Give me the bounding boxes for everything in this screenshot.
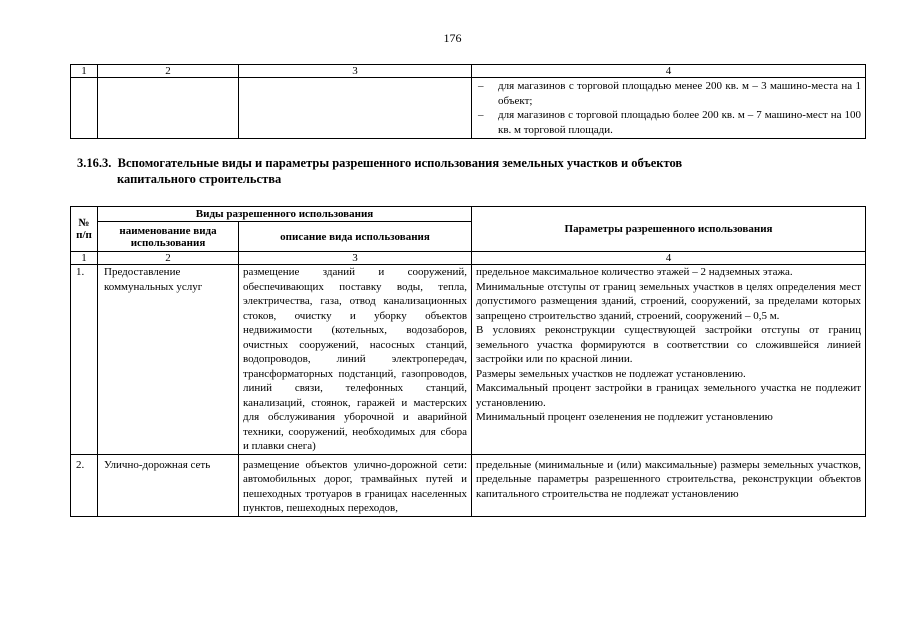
header-row-1: [71, 207, 866, 222]
param-line: Минимальный процент озеленения не подлежит установлению: [476, 411, 773, 423]
list-item: [478, 108, 861, 137]
header-name: наименование вида использования: [98, 222, 239, 252]
table-row: [71, 265, 866, 455]
continuation-table: [70, 64, 866, 139]
column-number: 2: [98, 252, 239, 265]
table-row: [71, 454, 866, 516]
param-line: Минимальные отступы от границ земельных участков в целях определения мест допустимого размещения зданий, строений, сооружений, за пределами которых запрещено строительство зданий, строений, сооружений – 0,5 м.: [476, 280, 862, 322]
header-num: № п/п: [71, 207, 98, 252]
land-use-table: [70, 206, 866, 517]
column-number: 1: [71, 252, 98, 265]
row-description: размещение объектов улично-дорожной сети: автомобильных дорог, трамвайных путей и пешеходных тротуаров в границах населенных пунктов, пешеходных переходов,: [239, 454, 472, 516]
column-number: 3: [239, 252, 472, 265]
param-line: предельное максимальное количество этажей – 2 надземных этажа.: [476, 266, 793, 278]
param-line: предельные (минимальные и (или) максимальные) размеры земельных участков, предельные параметры разрешенного строительства, реконструкции объектов капитального строительства не подлежат установлению: [476, 458, 862, 500]
table-row: [71, 78, 866, 139]
list-item-text: для магазинов с торговой площадью менее 200 кв. м – 3 машино-места на 1 объект;: [498, 80, 861, 107]
list-item: [478, 79, 861, 108]
row-description: размещение зданий и сооружений, обеспечивающих поставку воды, тепла, электричества, газа, отвод канализационных стоков, очистку и уборку объектов недвижимости (котельных, водозаборов, очистных сооружений, насосных станций, водопроводов, линий электропередач, трансформаторных подстанций, газопроводов, линий связи, телефонных станций, канализаций, стоянок, гаражей и мастерских для обслуживания уборочной и аварийной техники, сооружений, необходимых для сбора и плавки снега): [239, 265, 472, 455]
param-line: Максимальный процент застройки в границах земельного участка не подлежит установлению.: [476, 382, 862, 409]
header-description: описание вида использования: [239, 222, 472, 252]
column-number: 4: [472, 65, 866, 78]
row-name: Предоставление коммунальных услуг: [98, 265, 239, 455]
row-params: [472, 265, 866, 455]
bullet-dash: –: [478, 80, 484, 92]
column-number: 4: [472, 252, 866, 265]
column-number: 2: [98, 65, 239, 78]
cell-params: [472, 78, 866, 139]
header-params: Параметры разрешенного использования: [472, 207, 866, 252]
row-number: 2.: [71, 454, 98, 516]
bullet-dash: –: [478, 109, 484, 121]
section-number: 3.16.3.: [77, 156, 112, 170]
section-title-line1: Вспомогательные виды и параметры разрешенного использования земельных участков и объектов: [117, 156, 683, 170]
cell-description: [239, 78, 472, 139]
page-number: 176: [443, 31, 462, 45]
row-number: 1.: [71, 265, 98, 455]
param-line: В условиях реконструкции существующей застройки отступы от границ земельного участка формируются в соответствии со сложившейся линией застройки или по красной линии.: [476, 324, 862, 365]
row-params: [472, 454, 866, 516]
section-title-line2: капитального строительства: [117, 172, 282, 186]
row-name: Улично-дорожная сеть: [98, 454, 239, 516]
column-number: 1: [71, 65, 98, 78]
column-number-row: [71, 252, 866, 265]
cell-num: [71, 78, 98, 139]
list-item-text: для магазинов с торговой площадью более 200 кв. м – 7 машино-мест на 100 кв. м торговой площади.: [498, 109, 861, 136]
column-number: 3: [239, 65, 472, 78]
column-number-row: [71, 65, 866, 78]
param-line: Размеры земельных участков не подлежат установлению.: [476, 367, 746, 380]
section-heading: [77, 155, 864, 187]
cell-name: [98, 78, 239, 139]
header-group: Виды разрешенного использования: [98, 207, 472, 222]
